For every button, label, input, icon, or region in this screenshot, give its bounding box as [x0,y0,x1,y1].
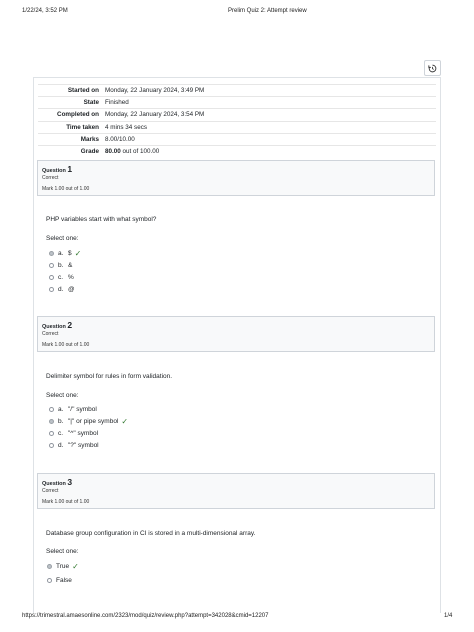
summary-key: Started on [38,85,102,97]
option-letter: c. [58,274,64,281]
summary-value: 4 mins 34 secs [102,121,436,133]
attempt-summary-table [38,84,436,157]
option-letter: b. [58,418,64,425]
answer-option[interactable] [49,417,128,426]
radio-button[interactable] [49,263,54,268]
summary-value: Monday, 22 January 2024, 3:49 PM [102,85,436,97]
option-text: % [68,274,74,281]
option-text: "?" symbol [68,442,99,449]
grade-value: 80.00 [105,148,121,156]
option-letter: c. [58,430,64,437]
radio-button[interactable] [49,407,54,412]
answer-option[interactable] [49,429,98,438]
question-mark: Mark 1.00 out of 1.00 [42,499,90,505]
option-letter: a. [58,406,64,413]
option-text: False [56,577,72,584]
print-datetime: 1/22/24, 3:52 PM [22,8,68,14]
check-icon: ✓ [121,416,129,426]
question-label: Question [42,481,66,487]
question-state: Correct [42,331,59,337]
option-letter: d. [58,286,64,293]
summary-row-completed [38,109,436,121]
question-info-2 [37,316,435,352]
answer-option[interactable] [47,576,72,585]
answer-option[interactable] [49,441,99,450]
summary-value: Finished [102,97,436,109]
answer-option[interactable] [49,285,75,294]
answer-option[interactable] [49,405,97,414]
summary-key: Grade [38,145,102,157]
option-text: "^" symbol [68,430,99,437]
option-text: "|" or pipe symbol [68,418,119,425]
option-text: $ [68,250,72,257]
summary-row-grade [38,145,436,157]
question-label: Question [42,168,66,174]
radio-button[interactable] [49,251,54,256]
radio-button[interactable] [49,443,54,448]
question-text: PHP variables start with what symbol? [46,216,157,223]
summary-row-started [38,85,436,97]
print-page-title: Prelim Quiz 2: Attempt review [228,8,307,14]
summary-row-time [38,121,436,133]
summary-value [102,145,436,157]
answer-option[interactable] [49,273,74,282]
summary-value: Monday, 22 January 2024, 3:54 PM [102,109,436,121]
check-icon: ✓ [72,561,79,571]
summary-key: Completed on [38,109,102,121]
summary-key: Time taken [38,121,102,133]
summary-row-marks [38,133,436,145]
option-text: @ [68,286,75,293]
question-state: Correct [42,175,59,181]
question-state: Correct [42,488,59,494]
summary-key: State [38,97,102,109]
answer-option[interactable] [47,562,79,571]
question-number [42,477,72,487]
print-url: https://trimestral.amaesonline.com/2323/mod/quiz/review.php?attempt=342028&cmid=12207 [22,613,269,619]
select-one-label: Select one: [46,235,79,242]
question-mark: Mark 1.00 out of 1.00 [42,186,90,192]
check-icon: ✓ [74,248,82,258]
grade-out-of: out of 100.00 [122,148,160,156]
question-number [42,164,72,174]
answer-option[interactable] [49,249,81,258]
radio-button[interactable] [49,431,54,436]
option-letter: d. [58,442,64,449]
answer-option[interactable] [49,261,72,270]
summary-key: Marks [38,133,102,145]
option-text: True [56,563,70,570]
history-button[interactable] [424,60,441,76]
radio-button[interactable] [49,275,54,280]
question-mark: Mark 1.00 out of 1.00 [42,342,90,348]
question-num-value: 1 [67,164,73,174]
option-letter: b. [58,262,64,269]
question-num-value: 3 [67,477,73,487]
question-text: Database group configuration in CI is stored in a multi-dimensional array. [46,530,256,537]
question-info-3 [37,473,435,509]
radio-button[interactable] [49,287,54,292]
select-one-label: Select one: [46,548,79,555]
option-text: & [68,262,73,269]
select-one-label: Select one: [46,392,79,399]
question-num-value: 2 [67,320,73,330]
radio-button[interactable] [47,564,52,569]
summary-row-state [38,97,436,109]
option-text: "/" symbol [68,406,97,413]
question-label: Question [42,324,66,330]
question-text: Delimiter symbol for rules in form validation. [46,373,173,380]
print-page-number: 1/4 [444,613,453,619]
radio-button[interactable] [49,419,54,424]
summary-value: 8.00/10.00 [102,133,436,145]
radio-button[interactable] [47,578,52,583]
question-info-1 [37,160,435,196]
history-icon [428,64,437,73]
option-letter: a. [58,250,64,257]
question-number [42,320,72,330]
